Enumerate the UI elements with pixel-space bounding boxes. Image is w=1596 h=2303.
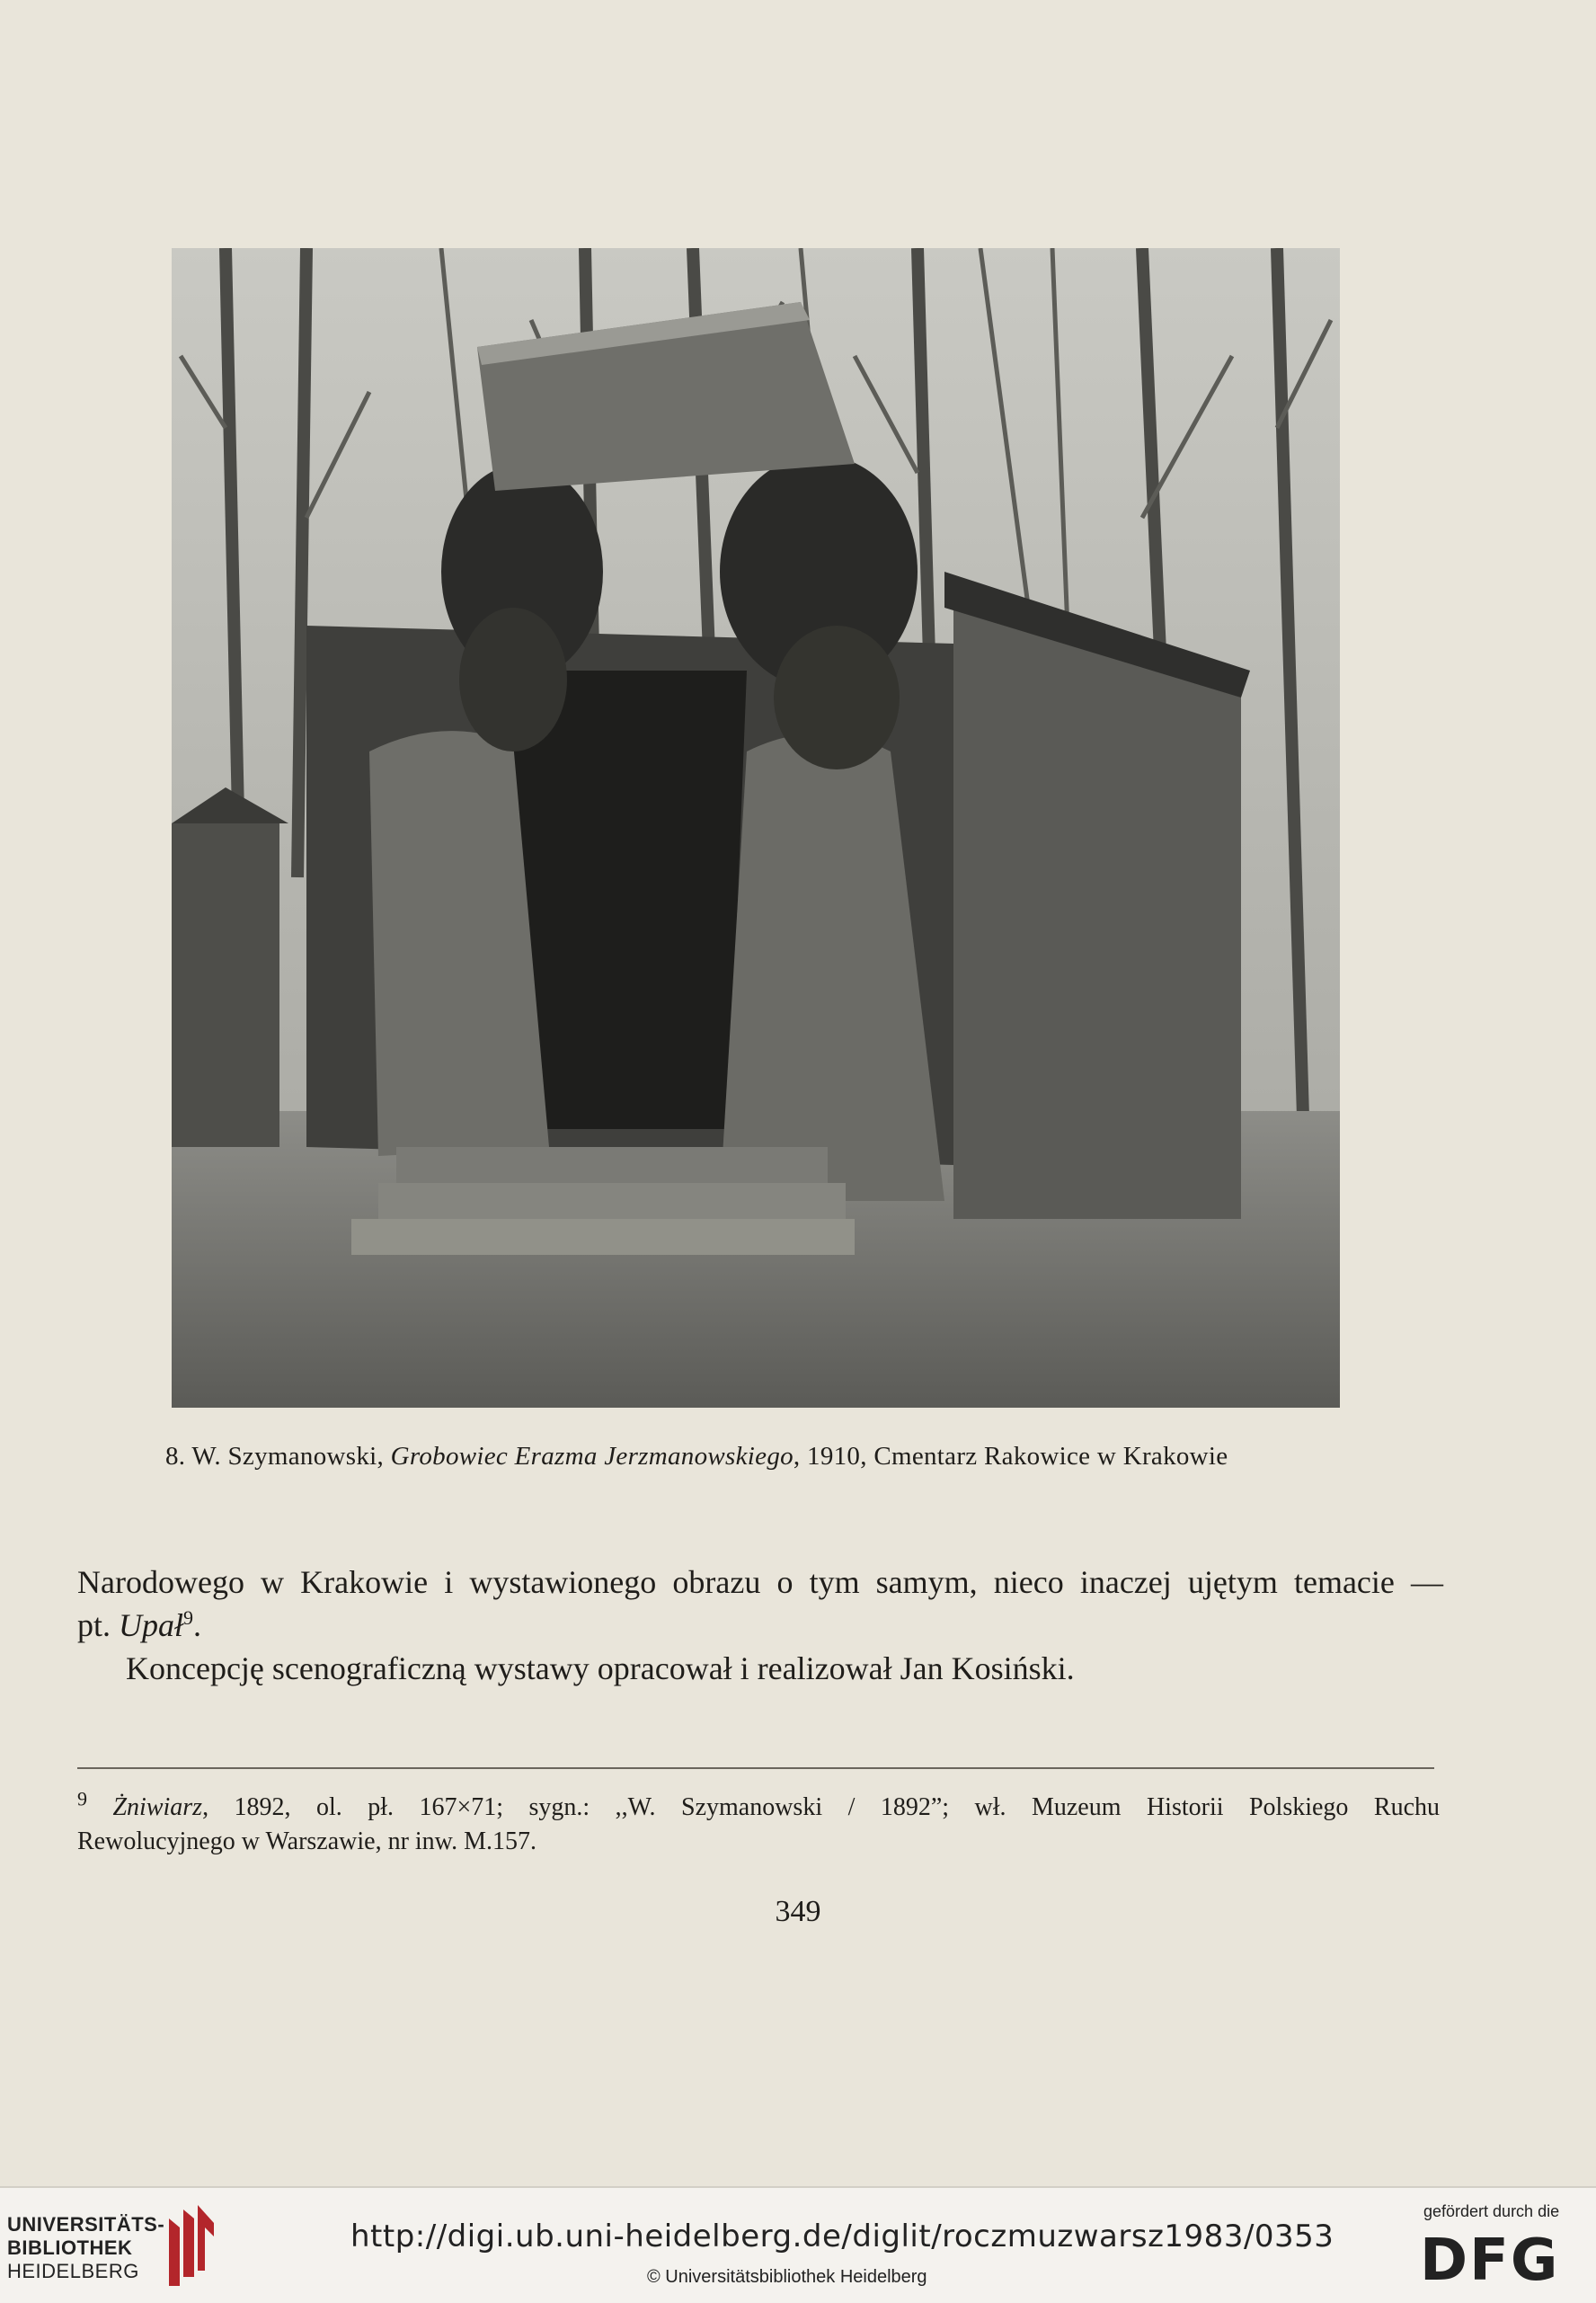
library-name-line-3: HEIDELBERG <box>7 2260 139 2282</box>
body-line-2 <box>77 1604 1443 1647</box>
caption-prefix: 8. W. Szymanowski, <box>165 1442 391 1471</box>
caption-title: Grobowiec Erazma Jerzmanowskiego <box>390 1442 794 1471</box>
dfg-logo-icon[interactable]: DFG <box>1420 2227 1560 2294</box>
page-number: 349 <box>775 1895 821 1928</box>
permalink-url[interactable]: http://digi.ub.uni-heidelberg.de/diglit/roczmuzwarsz1983/0353 <box>350 2219 1334 2254</box>
library-name-line-1: UNIVERSITÄTS- <box>7 2213 165 2236</box>
footnote-line-2: Rewolucyjnego w Warszawie, nr inw. M.157. <box>77 1827 536 1855</box>
tomb-photograph <box>172 248 1340 1408</box>
footnote-divider <box>77 1767 1434 1769</box>
line2-prefix: pt. <box>77 1607 120 1643</box>
photo-illustration <box>172 248 1340 1408</box>
figure-caption <box>165 1442 1361 1472</box>
ub-heidelberg-logo-icon[interactable] <box>160 2201 223 2290</box>
body-line-1: Narodowego w Krakowie i wystawionego obrazu o tym samym, nieco inaczej ujętym temacie — <box>77 1564 1443 1600</box>
line2-suffix: . <box>193 1607 202 1643</box>
body-paragraph-2: Koncepcję scenograficzną wystawy opracował i realizował Jan Kosiński. <box>126 1650 1075 1686</box>
footnote-marker: 9 <box>77 1787 87 1810</box>
funded-by-label: gefördert durch die <box>1423 2202 1560 2220</box>
footnote-title: Żniwiarz <box>112 1793 203 1821</box>
library-name[interactable] <box>7 2213 164 2283</box>
footnote-reference[interactable]: 9 <box>183 1606 194 1629</box>
copyright-notice: © Universitätsbibliothek Heidelberg <box>647 2267 927 2287</box>
footnote-line-1 <box>77 1787 1440 1825</box>
footnote-rest: , 1892, ol. pł. 167×71; sygn.: ,,W. Szymanowski / 1892”; wł. Muzeum Historii Polskiego Ruchu <box>202 1793 1440 1821</box>
library-footer <box>0 2186 1596 2303</box>
painting-title: Upał <box>119 1607 184 1643</box>
caption-suffix: , 1910, Cmentarz Rakowice w Krakowie <box>793 1442 1228 1471</box>
library-name-line-2: BIBLIOTHEK <box>7 2236 133 2259</box>
